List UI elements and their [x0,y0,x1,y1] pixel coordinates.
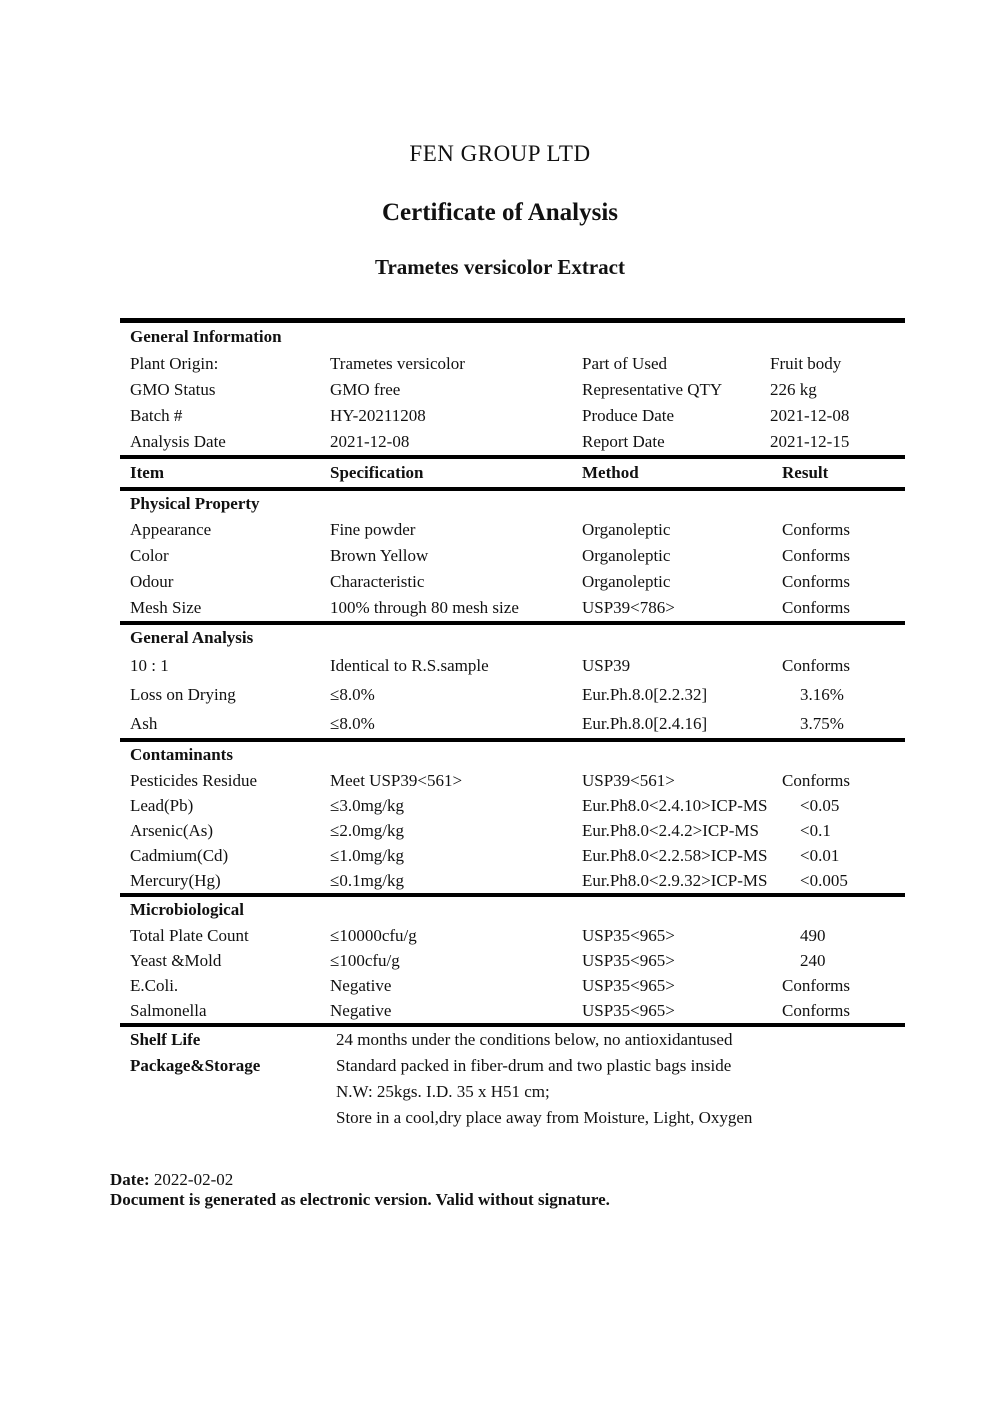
result-cell: <0.005 [800,871,848,890]
storage-label [120,1079,330,1105]
table-row [120,923,905,948]
column-header-result: Result [782,463,829,482]
item-cell: E.Coli. [130,976,179,995]
item-cell: Ash [130,714,158,733]
info-label: Representative QTY [582,380,723,399]
table-row [120,948,905,973]
table-row [120,843,905,868]
spec-cell: Meet USP39<561> [330,771,463,790]
table-row [120,595,905,621]
table-row [120,768,905,793]
section-microbiological [120,897,905,1027]
info-label: GMO Status [130,380,216,399]
item-cell: Appearance [130,520,212,539]
item-cell: Cadmium(Cd) [130,846,229,865]
info-value: 226 kg [770,380,817,399]
storage-text: N.W: 25kgs. I.D. 35 x H51 cm; [336,1082,550,1101]
date-value: 2022-02-02 [153,1170,234,1189]
item-cell: Salmonella [130,1001,207,1020]
footer [110,1170,610,1210]
result-cell: <0.1 [800,821,831,840]
spec-cell: ≤10000cfu/g [330,926,417,945]
method-cell: Organoleptic [582,520,671,539]
table-row [120,709,905,738]
storage-label: Shelf Life [130,1030,201,1049]
storage-row [120,1105,905,1131]
method-cell: USP39 [582,656,631,675]
table-row [120,998,905,1023]
table-row [120,818,905,843]
info-label: Part of Used [582,354,667,373]
section-title: Contaminants [130,745,233,764]
date-label: Date: [110,1170,150,1189]
result-cell: Conforms [782,1001,850,1020]
info-row [120,351,905,377]
info-value: 2021-12-08 [770,406,850,425]
item-cell: Mesh Size [130,598,202,617]
result-cell: 490 [800,926,826,945]
table-row [120,868,905,893]
info-label: Produce Date [582,406,675,425]
spec-cell: ≤8.0% [330,714,375,733]
item-cell: Color [130,546,169,565]
general-info-title: General Information [130,327,282,346]
item-cell: Loss on Drying [130,685,236,704]
result-cell: Conforms [782,572,850,591]
document-title: Certificate of Analysis [381,199,619,226]
table-row [120,569,905,595]
spec-cell: ≤1.0mg/kg [330,846,405,865]
storage-text: 24 months under the conditions below, no antioxidantused [336,1030,733,1049]
table-row [120,651,905,680]
method-cell: USP35<965> [582,1001,675,1020]
result-cell: Conforms [782,520,850,539]
storage-text: Store in a cool,dry place away from Moisture, Light, Oxygen [336,1108,753,1127]
company-name: FEN GROUP LTD [409,141,591,166]
result-cell: Conforms [782,598,850,617]
spec-cell: ≤100cfu/g [330,951,400,970]
section-title: Physical Property [130,494,260,513]
method-cell: USP35<965> [582,926,675,945]
storage-text: Standard packed in fiber-drum and two plastic bags inside [336,1056,732,1075]
result-cell: 3.16% [800,685,844,704]
spec-cell: Negative [330,1001,392,1020]
result-cell: Conforms [782,771,850,790]
method-cell: Eur.Ph8.0<2.9.32>ICP-MS [582,871,768,890]
section-contaminants [120,742,905,897]
method-cell: Organoleptic [582,546,671,565]
footer-note: Document is generated as electronic version. Valid without signature. [110,1190,610,1209]
result-cell: 240 [800,951,826,970]
item-cell: Mercury(Hg) [130,871,221,890]
spec-cell: 100% through 80 mesh size [330,598,519,617]
results-sections [120,491,905,1027]
info-row [120,377,905,403]
result-cell: Conforms [782,976,850,995]
item-cell: Pesticides Residue [130,771,258,790]
info-row [120,403,905,429]
table-row [120,543,905,569]
storage-row [120,1027,905,1053]
info-value: GMO free [330,380,401,399]
column-header-specification: Specification [330,463,424,482]
general-info-rows [120,351,905,455]
product-name: Trametes versicolor Extract [375,255,625,279]
item-cell: 10 : 1 [130,656,169,675]
result-cell: 3.75% [800,714,844,733]
info-row [120,429,905,455]
footer-date-line [110,1170,610,1190]
spec-cell: Fine powder [330,520,416,539]
spec-cell: Negative [330,976,392,995]
method-cell: USP39<561> [582,771,675,790]
item-cell: Arsenic(As) [130,821,214,840]
section-general [120,625,905,742]
coa-table [120,318,905,1131]
method-cell: Eur.Ph.8.0[2.4.16] [582,714,708,733]
info-label: Plant Origin: [130,354,219,373]
method-cell: USP39<786> [582,598,675,617]
info-label: Report Date [582,432,665,451]
info-value: HY-20211208 [330,406,426,425]
section-title: Microbiological [130,900,244,919]
storage-row [120,1079,905,1105]
spec-cell: ≤3.0mg/kg [330,796,405,815]
info-label: Analysis Date [130,432,226,451]
results-header-row [120,459,905,487]
info-value: 2021-12-08 [330,432,410,451]
spec-cell: Characteristic [330,572,425,591]
item-cell: Odour [130,572,174,591]
spec-cell: Brown Yellow [330,546,429,565]
table-row [120,517,905,543]
spec-cell: ≤8.0% [330,685,375,704]
column-header-method: Method [582,463,639,482]
shelf-life-section [120,1027,905,1131]
method-cell: USP35<965> [582,951,675,970]
table-row [120,680,905,709]
spec-cell: ≤2.0mg/kg [330,821,405,840]
storage-row [120,1053,905,1079]
result-cell: Conforms [782,656,850,675]
item-cell: Lead(Pb) [130,796,194,815]
result-cell: <0.01 [800,846,840,865]
table-row [120,793,905,818]
method-cell: Eur.Ph8.0<2.4.10>ICP-MS [582,796,768,815]
method-cell: Organoleptic [582,572,671,591]
method-cell: Eur.Ph8.0<2.2.58>ICP-MS [582,846,768,865]
info-value: 2021-12-15 [770,432,850,451]
section-physical [120,491,905,625]
storage-label [120,1105,330,1131]
info-value: Trametes versicolor [330,354,465,373]
method-cell: Eur.Ph8.0<2.4.2>ICP-MS [582,821,759,840]
item-cell: Total Plate Count [130,926,249,945]
storage-label: Package&Storage [130,1056,261,1075]
method-cell: Eur.Ph.8.0[2.2.32] [582,685,708,704]
spec-cell: ≤0.1mg/kg [330,871,405,890]
spec-cell: Identical to R.S.sample [330,656,489,675]
column-header-item: Item [130,463,164,482]
result-cell: Conforms [782,546,850,565]
result-cell: <0.05 [800,796,840,815]
info-value: Fruit body [770,354,842,373]
method-cell: USP35<965> [582,976,675,995]
table-row [120,973,905,998]
item-cell: Yeast &Mold [130,951,222,970]
section-title: General Analysis [130,628,254,647]
info-label: Batch # [130,406,183,425]
